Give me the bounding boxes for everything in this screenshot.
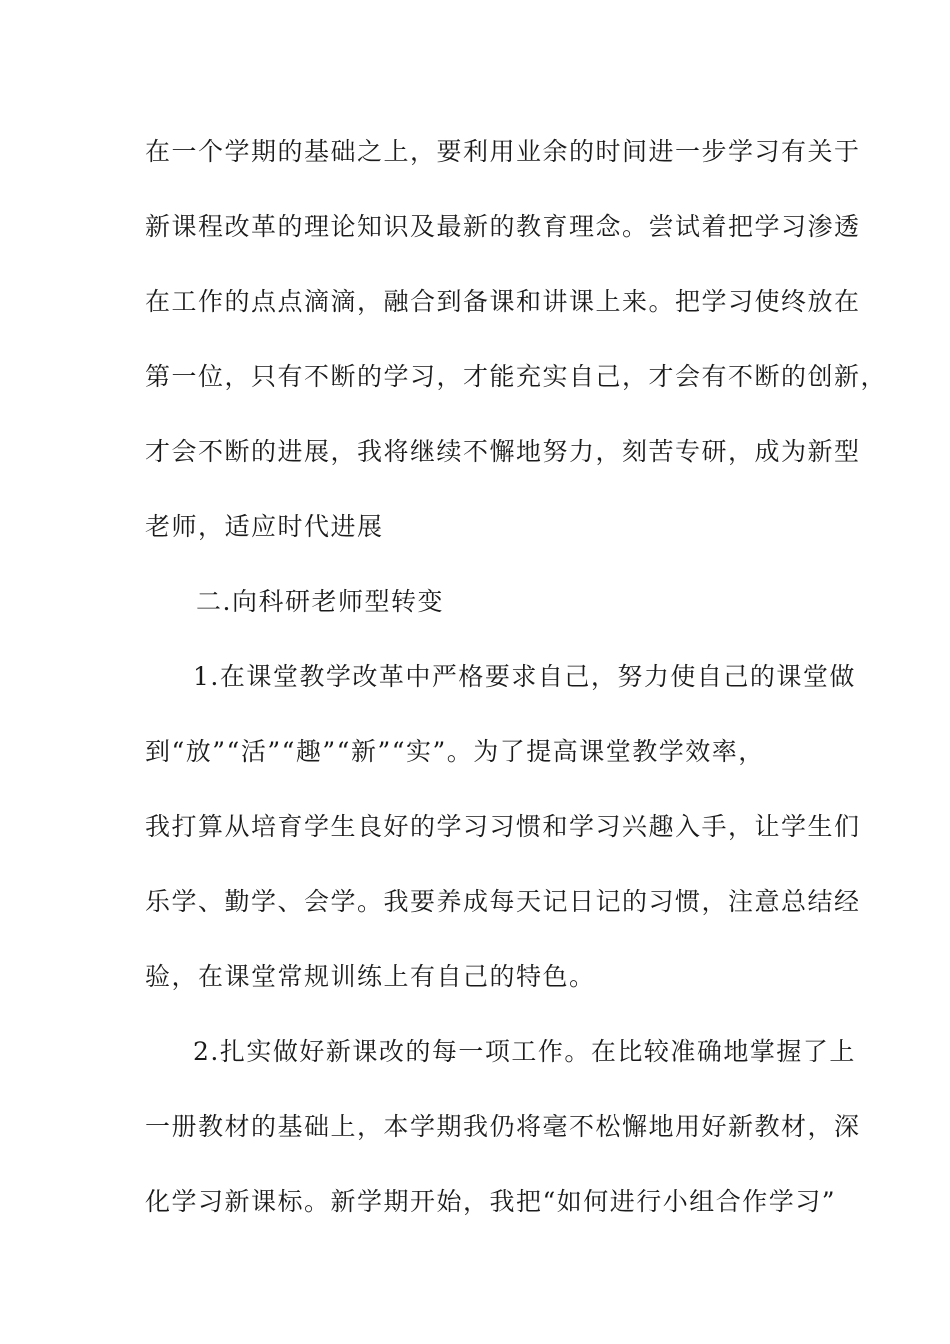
- text-line: 第一位，只有不断的学习，才能充实自己，才会有不断的创新，: [145, 362, 888, 391]
- text-line: 我打算从培育学生良好的学习习惯和学习兴趣入手，让学生们: [145, 812, 861, 841]
- text-line: 新课程改革的理论知识及最新的教育理念。尝试着把学习渗透: [145, 212, 861, 241]
- section-heading: 二.向科研老师型转变: [196, 587, 444, 616]
- text-line: 在一个学期的基础之上，要利用业余的时间进一步学习有关于: [145, 137, 861, 166]
- text-line: 一册教材的基础上，本学期我仍将毫不松懈地用好新教材，深: [145, 1112, 861, 1141]
- text-line: 乐学、勤学、会学。我要养成每天记日记的习惯，注意总结经: [145, 887, 861, 916]
- text-line: 1.在课堂教学改革中严格要求自己，努力使自己的课堂做: [193, 662, 856, 691]
- text-line: 老师，适应时代进展: [145, 512, 384, 541]
- text-line: 在工作的点点滴滴，融合到备课和讲课上来。把学习使终放在: [145, 287, 861, 316]
- text-line: 才会不断的进展，我将继续不懈地努力，刻苦专研，成为新型: [145, 437, 861, 466]
- text-line: 到“放”“活”“趣”“新”“实”。为了提高课堂教学效率，: [145, 737, 765, 766]
- text-line: 验，在课堂常规训练上有自己的特色。: [145, 962, 596, 991]
- text-line: 化学习新课标。新学期开始，我把“如何进行小组合作学习”: [145, 1187, 837, 1216]
- text-line: 2.扎实做好新课改的每一项工作。在比较准确地掌握了上: [193, 1037, 856, 1066]
